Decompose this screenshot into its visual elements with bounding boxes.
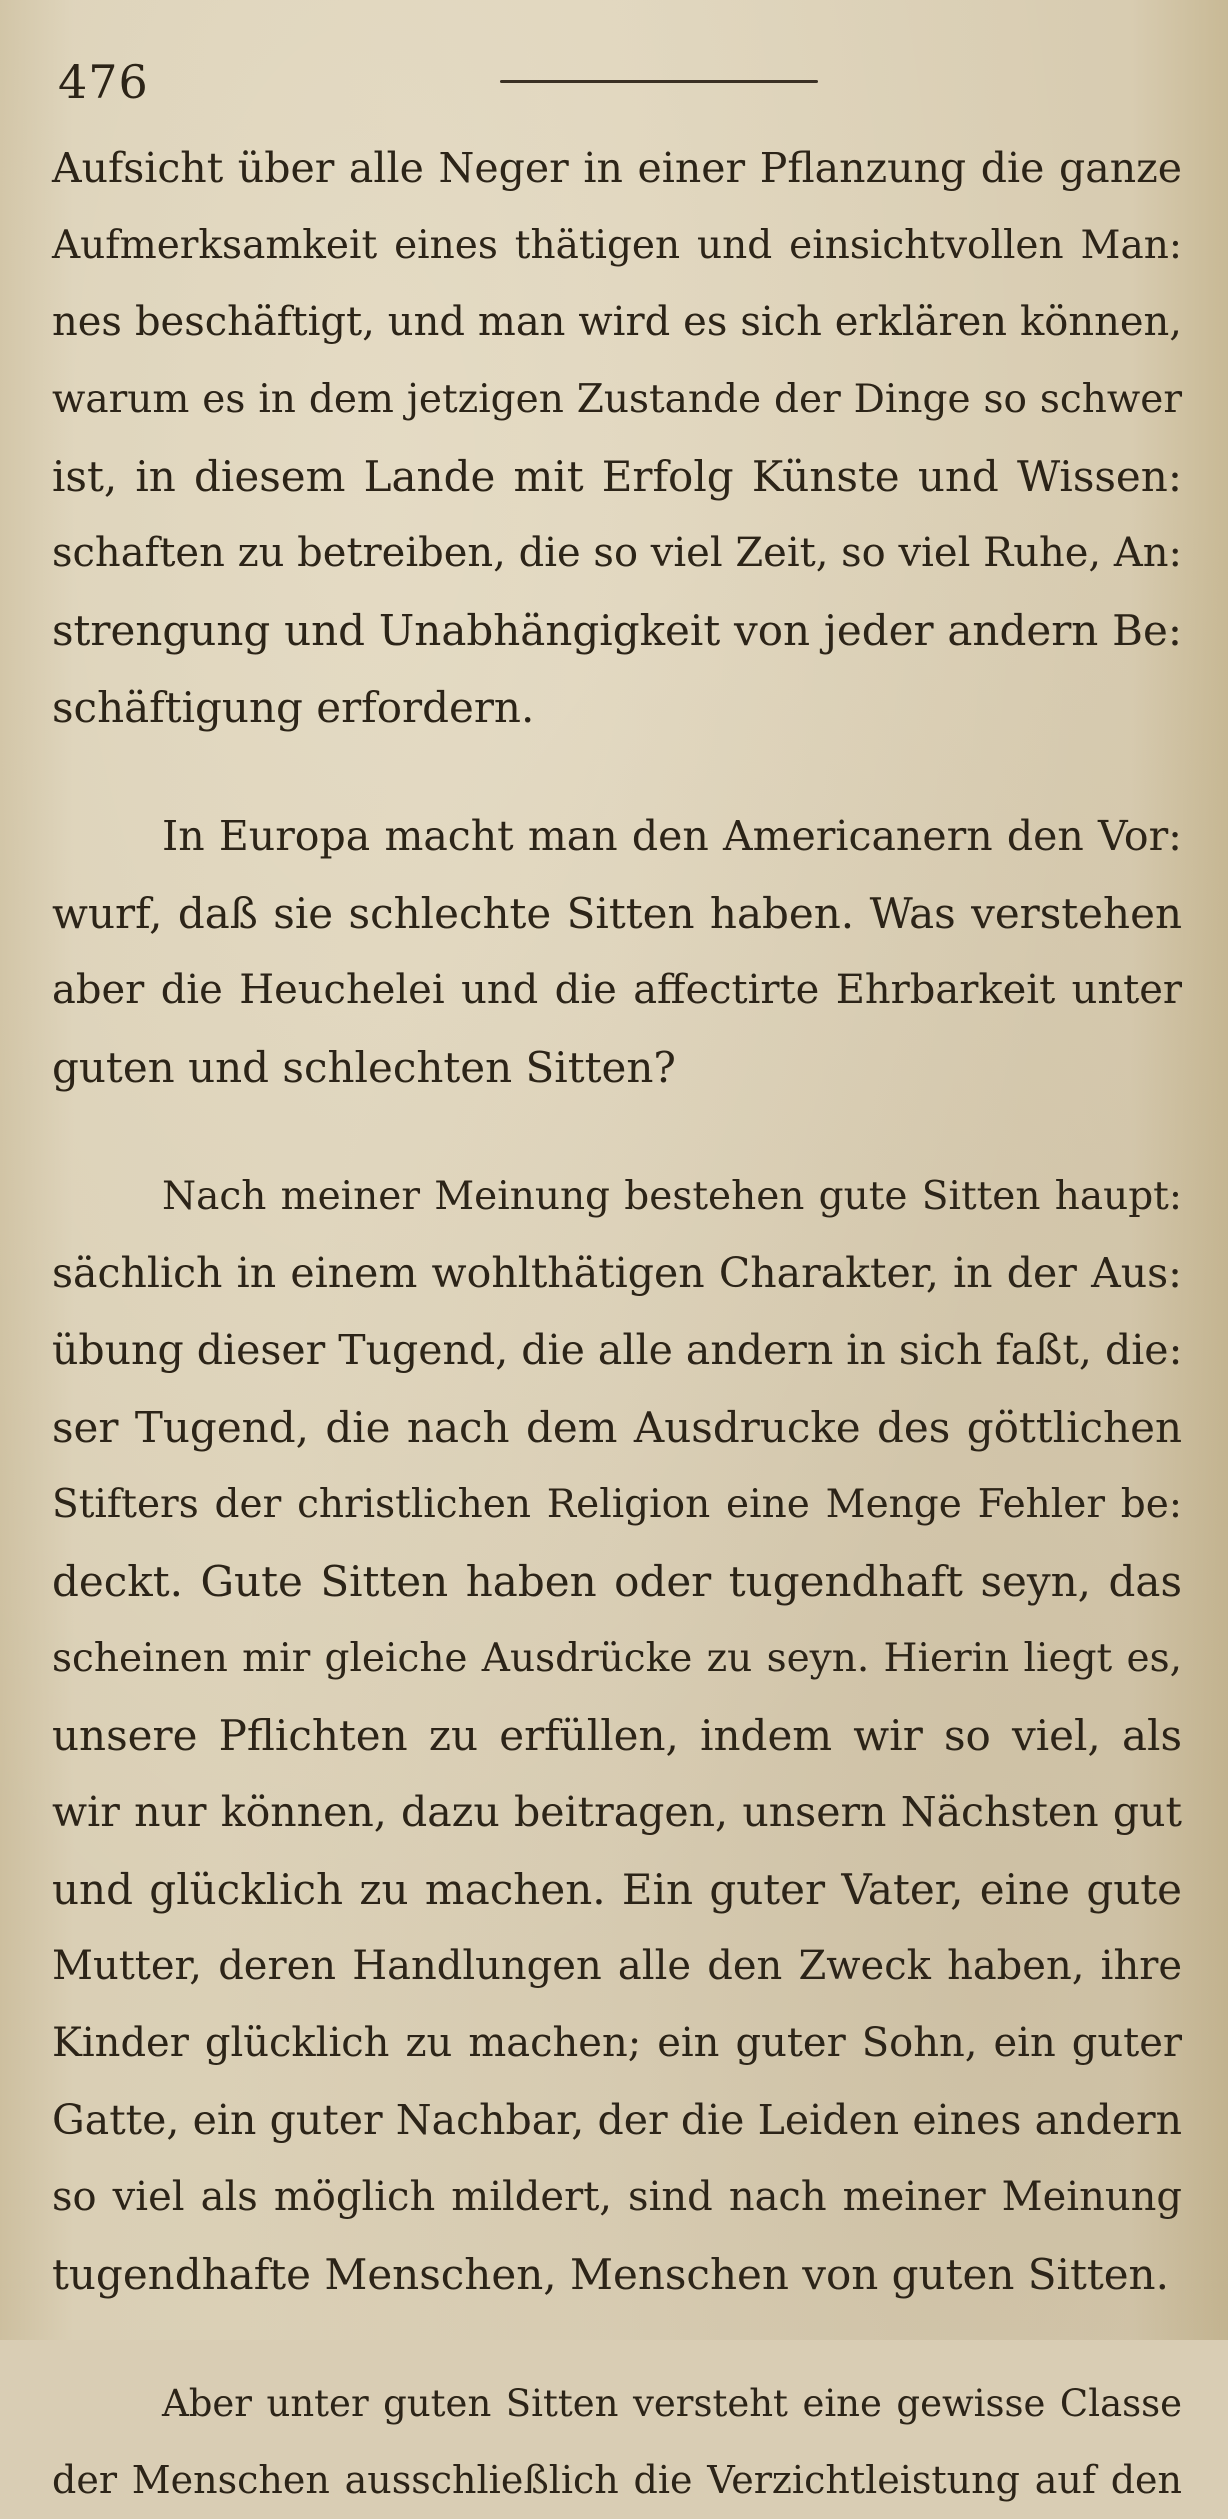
paragraph bbox=[52, 1158, 1182, 2313]
text-line: tugendhafte Menschen, Menschen von guten Sitten. bbox=[52, 2250, 1169, 2299]
text-line: deckt. Gute Sitten haben oder tugendhaft seyn, das bbox=[52, 1557, 1182, 1606]
text-line: In Europa macht man den Americanern den Vor: bbox=[162, 812, 1182, 860]
text-line: ser Tugend, die nach dem Ausdrucke des göttlichen bbox=[52, 1403, 1182, 1452]
text-line: Nach meiner Meinung bestehen gute Sitten haupt: bbox=[162, 1174, 1182, 1219]
text-line: Gatte, ein guter Nachbar, der die Leiden eines andern bbox=[52, 2096, 1182, 2144]
paragraph bbox=[52, 130, 1182, 746]
text-line: Stifters der christlichen Religion eine Menge Fehler be: bbox=[52, 1482, 1182, 1527]
text-line: übung dieser Tugend, die alle andern in sich faßt, die: bbox=[52, 1326, 1183, 1374]
page-header bbox=[58, 52, 1168, 112]
body-text bbox=[52, 130, 1182, 2519]
text-line: so viel als möglich mildert, sind nach meiner Meinung bbox=[52, 2174, 1182, 2220]
text-line: Aber unter guten Sitten versteht eine gewisse Classe bbox=[162, 2382, 1182, 2425]
text-line: sächlich in einem wohlthätigen Charakter, in der Aus: bbox=[52, 1249, 1182, 1297]
text-line: wurf, daß sie schlechte Sitten haben. Was verstehen bbox=[52, 889, 1182, 938]
text-line: scheinen mir gleiche Ausdrücke zu seyn. Hierin liegt es, bbox=[52, 1636, 1182, 1681]
paragraph bbox=[52, 798, 1182, 1106]
text-line: wir nur können, dazu beitragen, unsern Nächsten gut bbox=[52, 1788, 1182, 1836]
text-line: Mutter, deren Handlungen alle den Zweck haben, ihre bbox=[52, 1943, 1182, 1989]
text-line: guten und schlechten Sitten? bbox=[52, 1043, 676, 1092]
header-rule bbox=[500, 80, 818, 83]
text-line: Aufsicht über alle Neger in einer Pflanzung die ganze bbox=[52, 144, 1182, 192]
paragraph bbox=[52, 2365, 1182, 2519]
text-line: schaften zu betreiben, die so viel Zeit, so viel Ruhe, An: bbox=[52, 530, 1182, 576]
text-line: schäftigung erfordern. bbox=[52, 683, 535, 732]
text-line: unsere Pflichten zu erfüllen, indem wir so viel, als bbox=[52, 1711, 1182, 1760]
paragraph-spacer bbox=[52, 1106, 1182, 1158]
text-line: warum es in dem jetzigen Zustande der Dinge so schwer bbox=[52, 377, 1182, 422]
text-line: Kinder glücklich zu machen; ein guter Sohn, ein guter bbox=[52, 2020, 1182, 2066]
paragraph-spacer bbox=[52, 2313, 1182, 2365]
page-number: 476 bbox=[58, 55, 149, 109]
text-line: nes beschäftigt, und man wird es sich erklären können, bbox=[52, 299, 1182, 345]
text-line: ist, in diesem Lande mit Erfolg Künste und Wissen: bbox=[52, 452, 1182, 501]
text-line: und glücklich zu machen. Ein guter Vater, eine gute bbox=[52, 1865, 1182, 1914]
text-line: strengung und Unabhängigkeit von jeder andern Be: bbox=[52, 606, 1182, 655]
text-line: aber die Heuchelei und die affectirte Ehrbarkeit unter bbox=[52, 967, 1182, 1013]
text-line: der Menschen ausschließlich die Verzichtleistung auf den bbox=[52, 2458, 1182, 2502]
text-line: Aufmerksamkeit eines thätigen und einsichtvollen Man: bbox=[52, 223, 1182, 268]
paragraph-spacer bbox=[52, 746, 1182, 798]
